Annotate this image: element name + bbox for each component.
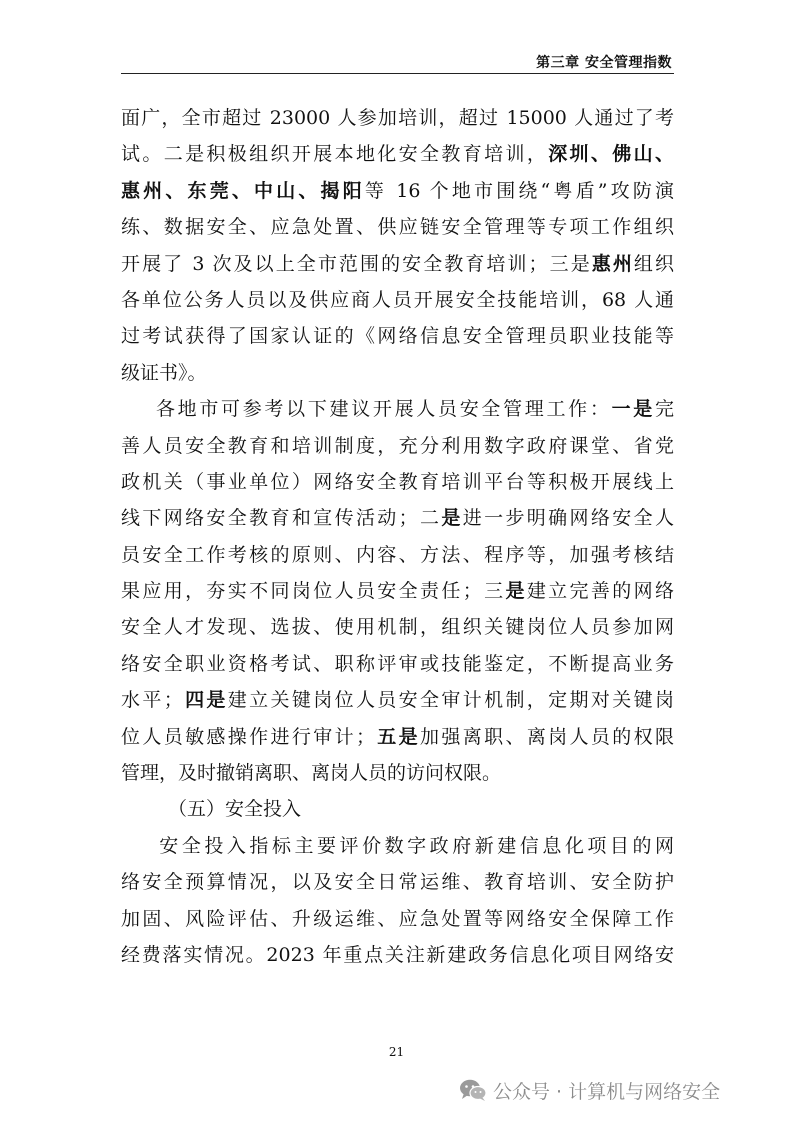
text-line: 管理，及时撤销离职、离岗人员的访问权限。 — [121, 762, 502, 785]
text-line: 善人员安全教育和培训制度，充分利用数字政府课堂、省党 — [121, 434, 674, 457]
text-line: 各地市可参考以下建议开展人员安全管理工作：一是完 — [121, 398, 674, 421]
text-line: 级证书》。 — [121, 361, 207, 384]
text-line: 果应用，夯实不同岗位人员安全责任；三是建立完善的网络 — [121, 580, 674, 603]
text-line: 安全投入指标主要评价数字政府新建信息化项目的网 — [121, 834, 674, 857]
text-line: 位人员敏感操作进行审计；五是加强离职、离岗人员的权限 — [121, 725, 674, 748]
text-line: 安全人才发现、选拔、使用机制，组织关键岗位人员参加网 — [121, 616, 674, 639]
wechat-icon — [459, 1078, 487, 1102]
watermark-text: 公众号 · 计算机与网络安全 — [493, 1080, 721, 1103]
text-line: 经费落实情况。2023 年重点关注新建政务信息化项目网络安 — [121, 943, 674, 966]
text-line: 线下网络安全教育和宣传活动；二是进一步明确网络安全人 — [121, 507, 674, 530]
header-divider — [121, 73, 674, 74]
watermark — [459, 1076, 720, 1104]
text-line: 水平；四是建立关键岗位人员安全审计机制，定期对关键岗 — [121, 689, 674, 712]
text-line: 各单位公务人员以及供应商人员开展安全技能培训，68 人通 — [121, 288, 674, 311]
text-line: 员安全工作考核的原则、内容、方法、程序等，加强考核结 — [121, 543, 674, 566]
text-line: 开展了 3 次及以上全市范围的安全教育培训；三是惠州组织 — [121, 252, 674, 275]
text-line: 过考试获得了国家认证的《网络信息安全管理员职业技能等 — [121, 325, 674, 348]
text-line: 面广，全市超过 23000 人参加培训，超过 15000 人通过了考 — [121, 107, 674, 129]
text-line: 惠州、东莞、中山、揭阳等 16 个地市围绕“粤盾”攻防演 — [121, 179, 674, 202]
body-text — [121, 100, 674, 973]
page-number: 21 — [388, 1045, 405, 1059]
text-line: 络安全预算情况，以及安全日常运维、教育培训、安全防护 — [121, 871, 674, 894]
text-line: 络安全职业资格考试、职称评审或技能鉴定，不断提高业务 — [121, 652, 674, 675]
text-line: 政机关（事业单位）网络安全教育培训平台等积极开展线上 — [121, 470, 674, 493]
text-line: 试。二是积极组织开展本地化安全教育培训，深圳、佛山、 — [121, 143, 674, 166]
section-subheading: （五）安全投入 — [168, 798, 302, 821]
text-line: 加固、风险评估、升级运维、应急处置等网络安全保障工作 — [121, 907, 674, 930]
text-line: 练、数据安全、应急处置、供应链安全管理等专项工作组织 — [121, 216, 674, 239]
chapter-header-title: 第三章 安全管理指数 — [536, 55, 672, 71]
